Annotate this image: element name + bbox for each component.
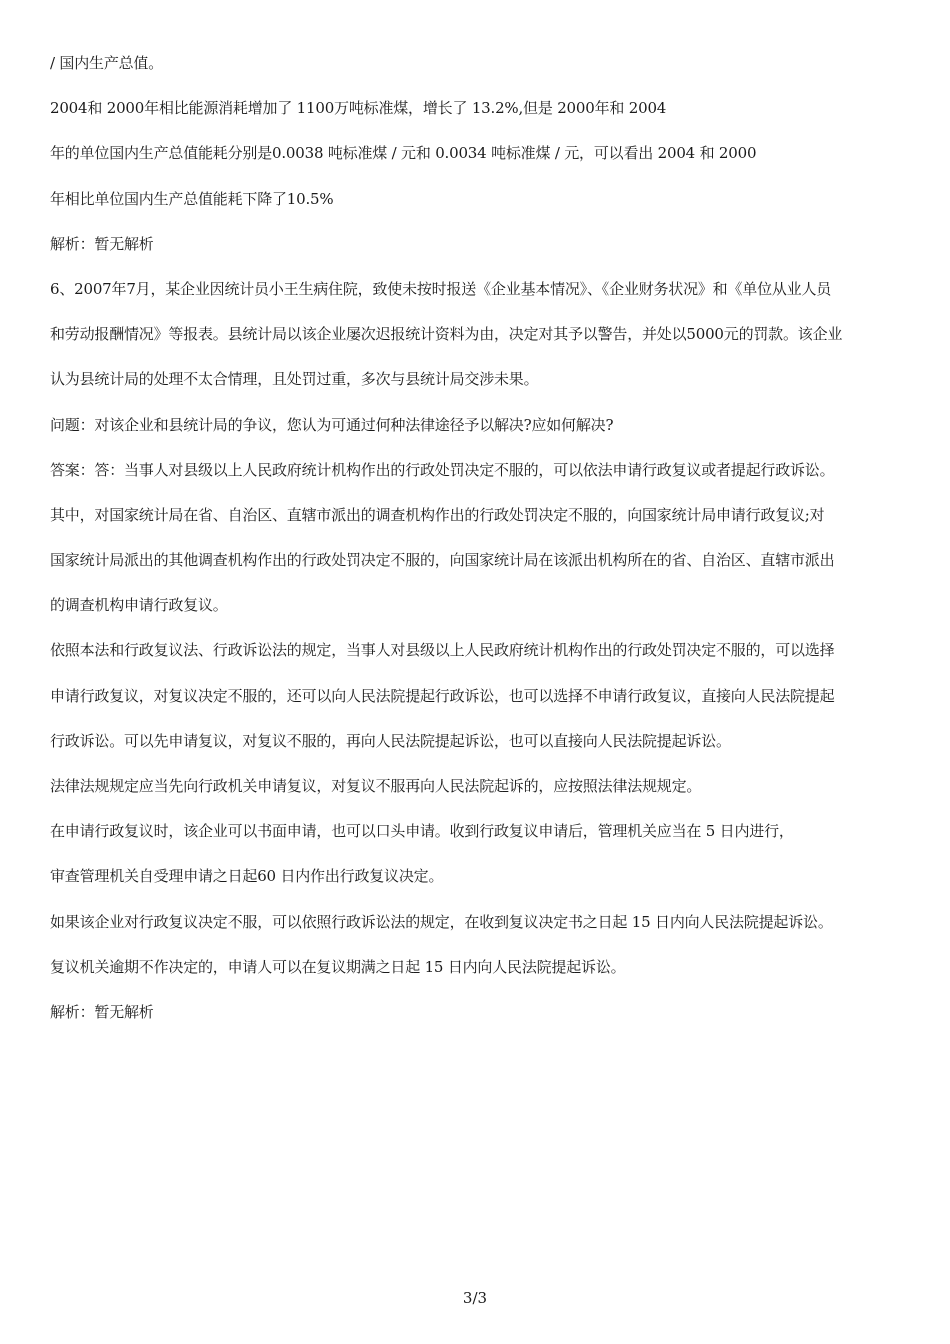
text-line: 和劳动报酬情况》等报表。县统计局以该企业屡次迟报统计资料为由，决定对其予以警告，并处以5000元的罚款。该企业 (50, 325, 843, 344)
text-line: 其中，对国家统计局在省、自治区、直辖市派出的调查机构作出的行政处罚决定不服的，向国家统计局申请行政复议;对 (50, 505, 825, 524)
text-line: 行政诉讼。可以先申请复议，对复议不服的，再向人民法院提起诉讼，也可以直接向人民法院提起诉讼。 (50, 731, 731, 750)
text-line: 的调查机构申请行政复议。 (50, 596, 228, 615)
text-line: 申请行政复议，对复议决定不服的，还可以向人民法院提起行政诉讼，也可以选择不申请行政复议，直接向人民法院提起 (50, 686, 835, 705)
text-line: 法律法规规定应当先向行政机关申请复议，对复议不服再向人民法院起诉的，应按照法律法规规定。 (50, 777, 702, 795)
text-line: 审查管理机关自受理申请之日起60 日内作出行政复议决定。 (50, 867, 444, 886)
text-line: 如果该企业对行政复议决定不服，可以依照行政诉讼法的规定，在收到复议决定书之日起 15 日内向人民法院提起诉讼。 (50, 912, 833, 931)
text-line: 在申请行政复议时，该企业可以书面申请，也可以口头申请。收到行政复议申请后，管理机关应当在 5 日内进行， (50, 822, 794, 841)
answer-line: 答案：答：当事人对县级以上人民政府统计机构作出的行政处罚决定不服的，可以依法申请行政复议或者提起行政诉讼。 (50, 460, 835, 479)
analysis-line: 解析：暂无解析 (50, 1002, 154, 1021)
text-line: 认为县统计局的处理不太合情理，且处罚过重，多次与县统计局交涉未果。 (50, 370, 539, 389)
text-line: 年的单位国内生产总值能耗分别是0.0038 吨标准煤 / 元和 0.0034 吨标准煤 / 元，可以看出 2004 和 2000 (50, 144, 757, 163)
text-line: 复议机关逾期不作决定的，申请人可以在复议期满之日起 15 日内向人民法院提起诉讼。 (50, 957, 626, 976)
analysis-line: 解析：暂无解析 (50, 234, 154, 253)
question-6-line: 6、2007年7月，某企业因统计员小王生病住院，致使未按时报送《企业基本情况》、《企业财务状况》和《单位从业人员 (50, 279, 832, 298)
text-line: 依照本法和行政复议法、行政诉讼法的规定，当事人对县级以上人民政府统计机构作出的行政处罚决定不服的，可以选择 (50, 641, 835, 660)
text-line: / 国内生产总值。 (50, 54, 164, 72)
document-page (50, 52, 910, 1046)
text-line: 国家统计局派出的其他调查机构作出的行政处罚决定不服的，向国家统计局在该派出机构所在的省、自治区、直辖市派出 (50, 551, 835, 570)
text-line: 2004和 2000年相比能源消耗增加了 1100万吨标准煤，增长了 13.2%,但是 2000年和 2004 (50, 99, 667, 118)
page-number: 3/3 (462, 1289, 488, 1307)
text-line: 年相比单位国内生产总值能耗下降了10.5% (50, 189, 334, 208)
question-line: 问题：对该企业和县统计局的争议，您认为可通过何种法律途径予以解决?应如何解决? (50, 415, 614, 434)
